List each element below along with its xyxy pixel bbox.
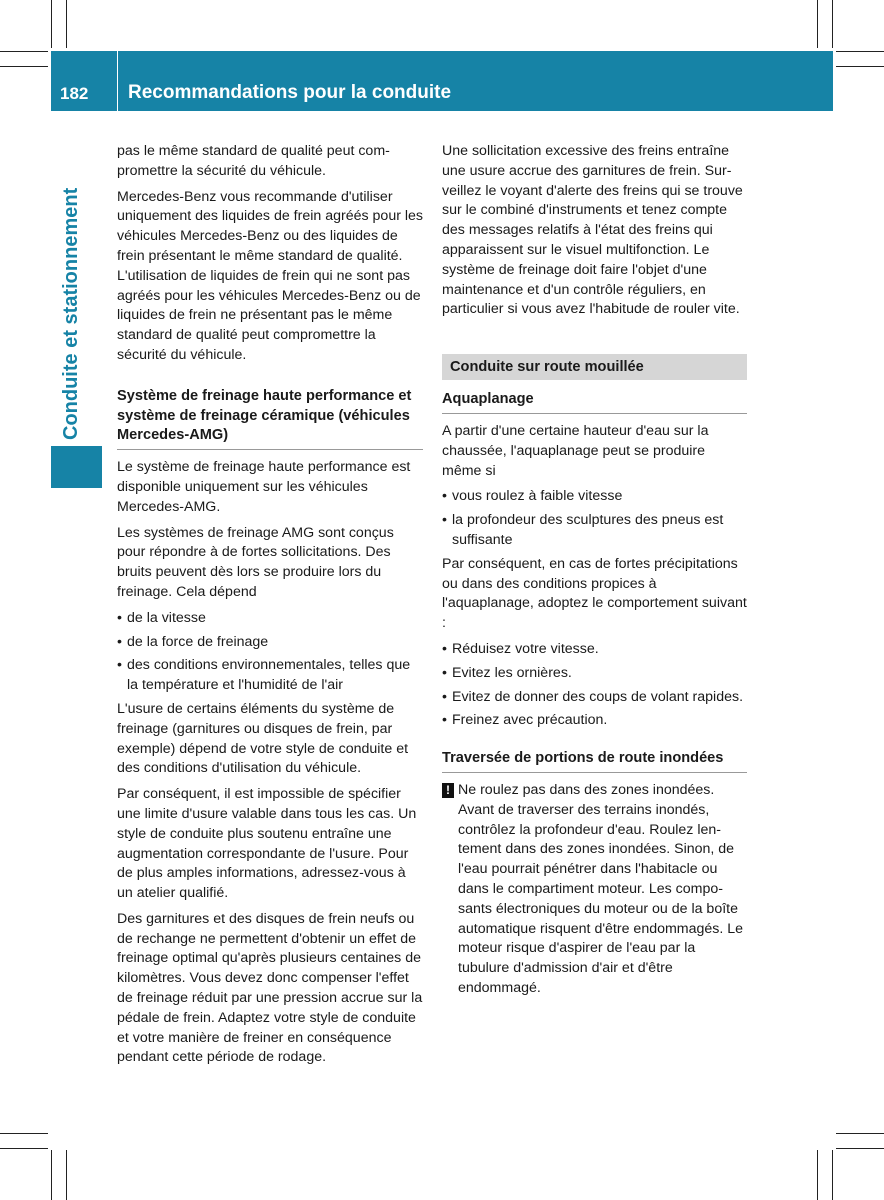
warning-icon: ! [442, 783, 454, 798]
right-column [442, 142, 747, 999]
crop-mark [0, 66, 48, 67]
page-number: 182 [60, 84, 89, 103]
crop-mark [836, 1133, 884, 1134]
crop-mark [832, 0, 833, 48]
crop-mark [0, 51, 48, 52]
crop-mark [817, 0, 818, 48]
crop-mark [832, 1150, 833, 1200]
list-item: • Réduisez votre vitesse. [442, 640, 599, 657]
crop-mark [0, 1133, 48, 1134]
paragraph: Par conséquent, il est impossible de spécifier une limite d'usure valable dans tous les cas. Un style de conduite plus soutenu entraîne une augmentation correspondante de l'usure. Pour de plus amples informations, adressez-vous à un atelier qualifié. [117, 786, 417, 902]
crop-mark [51, 0, 52, 48]
warning-text: Ne roulez pas dans des zones inondées. Avant de traverser des terrains inondés, contrôlez la profondeur d'eau. Roulez lentement dans des zones inondées. Sinon, de l'eau pourrait pénétrer dans l'habitacle ou dans le compartiment moteur. Les composants électroniques du moteur ou de la boîte automatique risquent d'être endommagés. Le moteur risque d'aspirer de l'eau par la tubulure d'admission d'air et d'être endommagé. [458, 781, 744, 996]
crop-mark [836, 1148, 884, 1149]
crop-mark [836, 66, 884, 67]
crop-mark [836, 51, 884, 52]
paragraph: L'usure de certains éléments du système de freinage (garnitures ou disques de frein, par exemple) dépend de votre style de conduite et des conditions d'utilisation du véhicule. [117, 700, 409, 777]
section-heading: Système de freinage haute performance et système de freinage céramique (véhicules Mercedes-AMG) [117, 387, 423, 450]
crop-mark [66, 1150, 67, 1200]
list-item: • Evitez les ornières. [442, 664, 572, 681]
subsection-heading: Aquaplanage [442, 390, 747, 414]
paragraph: Mercedes-Benz vous recommande d'utiliser uniquement des liquides de frein agréés pour les véhicules Mercedes-Benz ou des liquides de frein présentant le même standard de qualité. L'utilisation de liquides de frein qui ne sont pas agréés pour les véhicules Mercedes-Benz ou de liquides de frein ne présentant pas le même standard de qualité peut compromettre la sécurité du véhicule. [117, 188, 424, 363]
paragraph: Par conséquent, en cas de fortes précipitations ou dans des conditions propices à l'aquaplanage, adoptez le comportement suivant : [442, 555, 747, 632]
crop-mark [0, 1148, 48, 1149]
list-item: • de la force de freinage [117, 633, 269, 650]
paragraph: pas le même standard de qualité peut compromettre la sécurité du véhicule. [117, 143, 390, 179]
chapter-tab [51, 446, 102, 488]
paragraph: Le système de freinage haute performance est disponible uniquement sur les véhicules Mercedes-AMG. [117, 459, 411, 515]
bullet-list [117, 609, 423, 696]
list-item: • la profondeur des sculptures des pneus est suffisante [442, 512, 724, 548]
list-item: • des conditions environnementales, telles que la température et l'humidité de l'air [117, 657, 411, 694]
crop-mark [817, 1150, 818, 1200]
section-band: Conduite sur route mouillée [442, 354, 747, 380]
bullet-list [442, 640, 747, 731]
bullet-list [442, 487, 747, 550]
paragraph: Des garnitures et des disques de frein neufs ou de rechange ne permettent d'obtenir un effet de freinage optimal qu'après plusieurs centaines de kilomètres. Vous devez donc compenser l'effet de freinage réduit par une pression accrue sur la pédale de frein. Adaptez votre style de conduite et votre manière de freiner en conséquence pendant cette période de rodage. [117, 910, 423, 1066]
crop-mark [66, 0, 67, 48]
list-item: • Evitez de donner des coups de volant rapides. [442, 688, 744, 705]
left-column [117, 142, 423, 1074]
list-item: • Freinez avec précaution. [442, 712, 608, 729]
crop-mark [51, 1150, 52, 1200]
warning-block [442, 781, 747, 999]
chapter-label: Conduite et stationnement [60, 187, 82, 440]
page-title: Recommandations pour la conduite [128, 82, 452, 103]
paragraph: A partir d'une certaine hauteur d'eau sur la chaussée, l'aquaplanage peut se produire même si [442, 422, 709, 479]
paragraph: Les systèmes de freinage AMG sont conçus pour répondre à de fortes sollicitations. Des bruits peuvent dès lors se produire lors du freinage. Cela dépend [117, 524, 394, 600]
list-item: • vous roulez à faible vitesse [442, 488, 623, 505]
subsection-heading: Traversée de portions de route inondées [442, 749, 747, 773]
paragraph: Une sollicitation excessive des freins entraîne une usure accrue des garnitures de frein. Surveillez le voyant d'alerte des freins qui se trouve sur le combiné d'instruments et tenez compte des messages relatifs à l'état des freins qui apparaissent sur le visuel multifonction. Le système de freinage doit faire l'objet d'une maintenance et d'un contrôle réguliers, en particulier si vous avez l'habitude de rouler vite. [442, 143, 743, 318]
list-item: • de la vitesse [117, 609, 206, 626]
